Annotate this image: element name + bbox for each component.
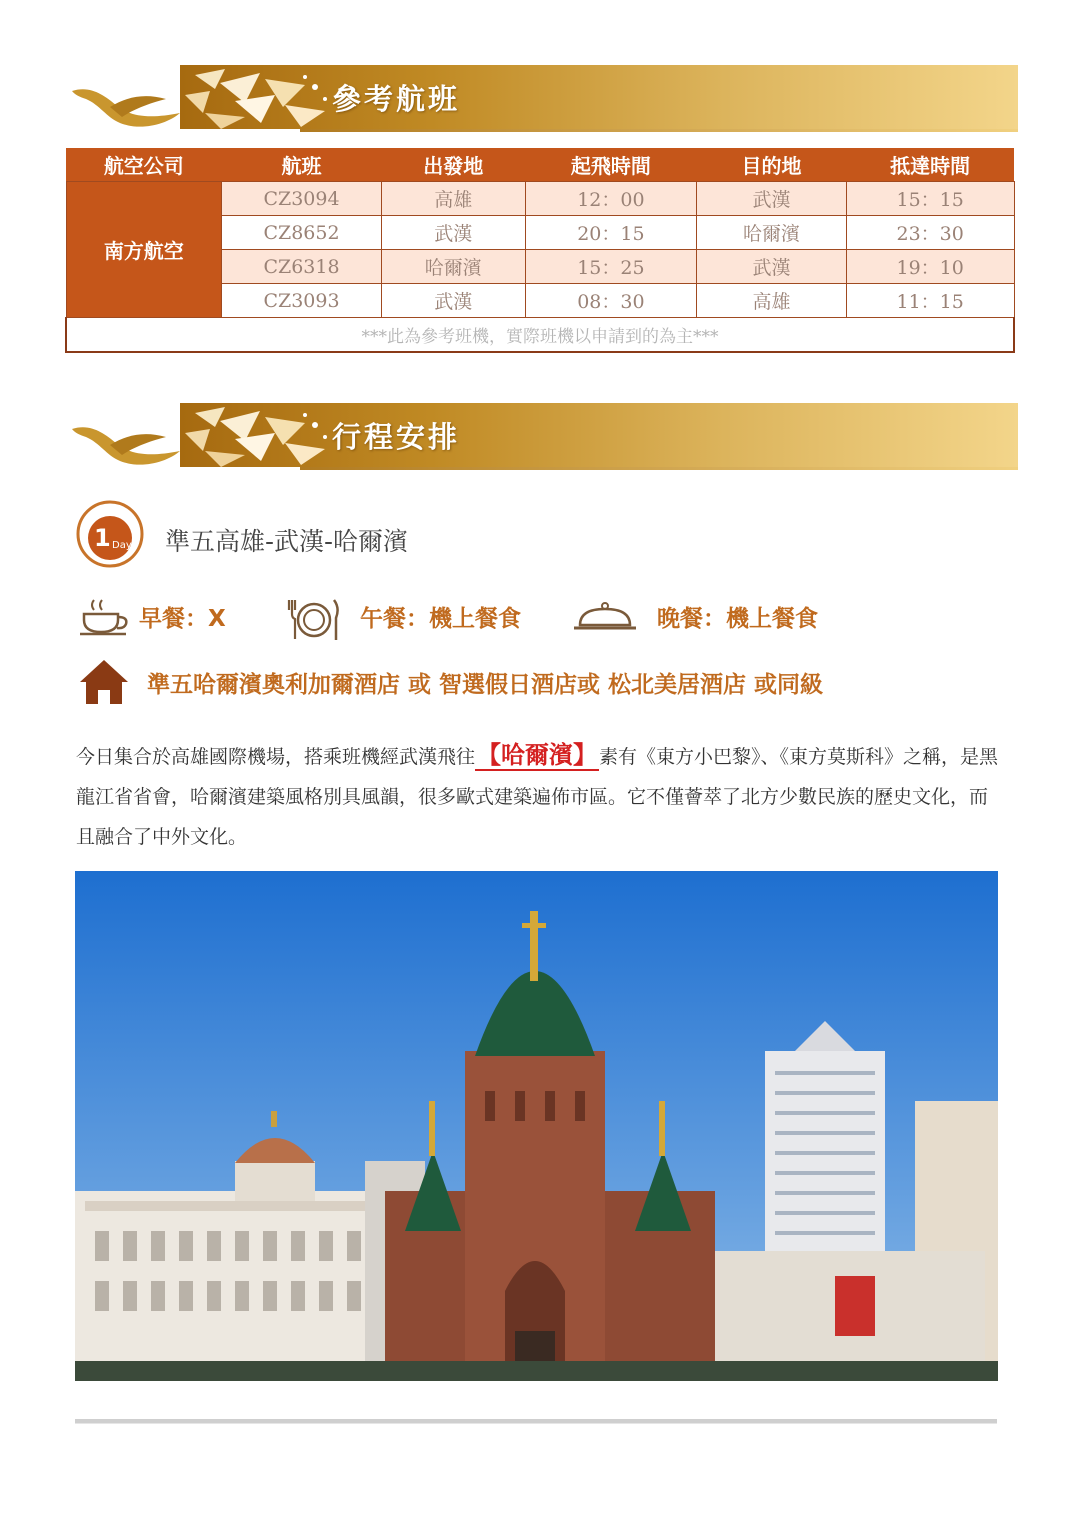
cathedral-photo xyxy=(75,871,998,1381)
departure-time: 08：30 xyxy=(525,284,697,318)
coffee-cup-icon xyxy=(78,598,132,638)
golden-bird-icon xyxy=(70,77,190,133)
departure-time: 12：00 xyxy=(525,182,697,216)
header-depart: 起飛時間 xyxy=(525,148,697,182)
day-description xyxy=(76,735,1006,857)
house-icon xyxy=(78,658,130,706)
day-badge xyxy=(76,500,144,568)
departure-city: 哈爾濱 xyxy=(381,250,525,284)
flight-table-header xyxy=(66,148,1014,182)
gold-spray-decoration xyxy=(165,65,335,131)
departure-time: 15：25 xyxy=(525,250,697,284)
food-cloche-icon xyxy=(572,601,638,633)
day-title: 準五高雄-武漢-哈爾濱 xyxy=(165,527,409,556)
airline-cell: 南方航空 xyxy=(66,182,222,318)
itinerary-banner xyxy=(70,403,1018,475)
hotel-text: 準五哈爾濱奧利加爾酒店 或 智選假日酒店或 松北美居酒店 或同級 xyxy=(147,672,824,698)
banner-underline xyxy=(300,467,1018,470)
departure-city: 武漢 xyxy=(381,284,525,318)
footer-divider xyxy=(75,1419,997,1424)
arrival-time: 15：15 xyxy=(846,182,1014,216)
arrival-city: 武漢 xyxy=(697,250,847,284)
flight-number: CZ6318 xyxy=(222,250,382,284)
day-number: 1 xyxy=(94,524,111,552)
plate-utensils-icon xyxy=(286,596,342,642)
header-to: 目的地 xyxy=(697,148,847,182)
arrival-city: 武漢 xyxy=(697,182,847,216)
departure-city: 高雄 xyxy=(381,182,525,216)
arrival-city: 哈爾濱 xyxy=(697,216,847,250)
header-from: 出發地 xyxy=(381,148,525,182)
destination-highlight: 【哈爾濱】 xyxy=(477,741,598,769)
arrival-time: 19：10 xyxy=(846,250,1014,284)
gold-spray-decoration xyxy=(165,403,335,469)
arrival-city: 高雄 xyxy=(697,284,847,318)
golden-bird-icon xyxy=(70,415,190,471)
arrival-time: 11：15 xyxy=(846,284,1014,318)
arrival-time: 23：30 xyxy=(846,216,1014,250)
flight-table xyxy=(65,148,1015,353)
banner-underline xyxy=(300,129,1018,132)
table-note: ***此為參考班機，實際班機以申請到的為主*** xyxy=(66,318,1014,353)
departure-city: 武漢 xyxy=(381,216,525,250)
flight-number: CZ3093 xyxy=(222,284,382,318)
flight-number: CZ3094 xyxy=(222,182,382,216)
table-row xyxy=(66,182,1014,216)
header-flight: 航班 xyxy=(222,148,382,182)
table-note-row xyxy=(66,318,1014,353)
header-arrive: 抵達時間 xyxy=(846,148,1014,182)
flights-banner xyxy=(70,65,1018,137)
flight-number: CZ8652 xyxy=(222,216,382,250)
banner-title: 行程安排 xyxy=(332,420,461,454)
banner-title: 參考航班 xyxy=(332,82,461,116)
header-airline: 航空公司 xyxy=(66,148,222,182)
dinner-label: 晚餐：機上餐食 xyxy=(657,606,818,632)
departure-time: 20：15 xyxy=(525,216,697,250)
description-part2: 素有《東方小巴黎》、《東方莫斯科》之稱，是黑龍江省省會，哈爾濱建築風格別具風韻，很多歐式建築遍佈市區。它不僅薈萃了北方少數民族的歷史文化，而且融合了中外文化。 xyxy=(76,746,999,848)
description-part1: 今日集合於高雄國際機場，搭乘班機經武漢飛往 xyxy=(76,746,476,768)
breakfast-label: 早餐：X xyxy=(139,606,226,632)
lunch-label: 午餐：機上餐食 xyxy=(360,606,521,632)
day-suffix: Day xyxy=(112,540,132,551)
